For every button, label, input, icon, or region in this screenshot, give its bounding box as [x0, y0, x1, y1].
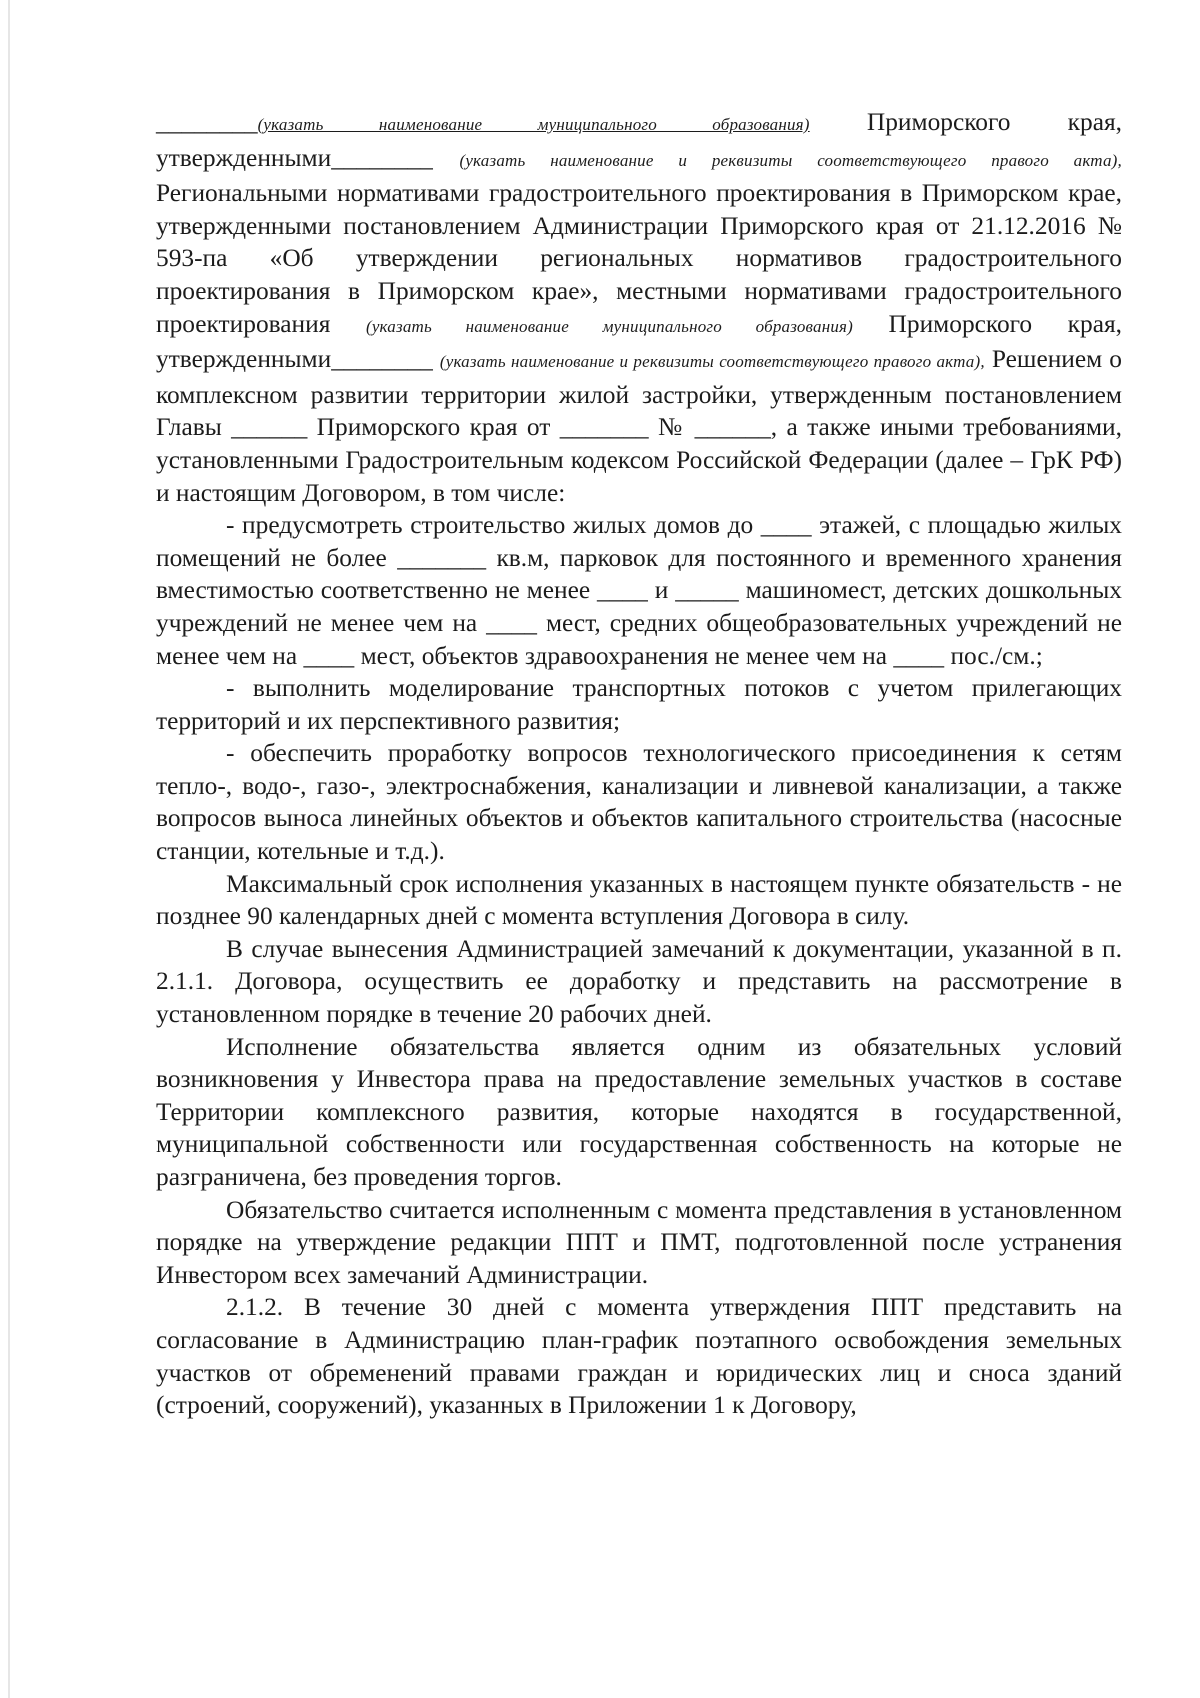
text-segment: Приморского края, утвержденными________ — [156, 108, 1122, 172]
paragraph-5: Максимальный срок исполнения указанных в настоящем пункте обязательств - не позднее 90 календарных дней с момента вступления Договора в силу. — [156, 869, 1122, 931]
text-segment: Региональными нормативами градостроительного проектирования в Приморском крае, утвержденными постановлением Администрации Приморского края от 21.12.2016 № 593-па «Об утверждении региональных нормативов градостроительного проектирования в Приморском крае», местными нормативами градостроительного проектирования — [156, 179, 1122, 338]
placeholder-municipality: (указать наименование муниципального образования) — [365, 316, 854, 336]
paragraph-9: 2.1.2. В течение 30 дней с момента утверждения ППТ представить на согласование в Администрацию план-график поэтапного освобождения земельных участков от обременений правами граждан и юридических лиц и сноса зданий (строений, сооружений), указанных в Приложении 1 к Договору, — [156, 1293, 1122, 1420]
paragraph-7: Исполнение обязательства является одним из обязательных условий возникновения у Инвестора права на предоставление земельных участков в составе Территории комплексного развития, которые находятся в государственной, муниципальной собственности или государственная собственность на которые не разграничена, без проведения торгов. — [156, 1032, 1122, 1191]
text-segment: Приморского края, утвержденными________ — [156, 309, 1122, 374]
scan-edge-line — [8, 0, 10, 1698]
paragraph-3: - выполнить моделирование транспортных потоков с учетом прилегающих территорий и их перспективного развития; — [156, 674, 1122, 735]
text-segment: Решением о комплексном развитии территории жилой застройки, утвержденным постановлением Главы ______ Приморского края от _______ № ______, а также иными требованиями, установленными Градостроительным кодексом Российской Федерации (далее – ГрК РФ) и настоящим Договором, в том числе: — [156, 345, 1122, 507]
paragraph-1 — [156, 106, 1122, 509]
placeholder-legal-act: (указать наименование и реквизиты соответствующего правого акта), — [439, 352, 985, 372]
placeholder-legal-act: (указать наименование и реквизиты соответствующего правого акта), — [459, 150, 1122, 170]
document-body — [156, 106, 1122, 1422]
placeholder-municipality: (указать наименование муниципального образования) — [257, 115, 810, 134]
paragraph-6: В случае вынесения Администрацией замечаний к документации, указанной в п. 2.1.1. Договора, осуществить ее доработку и представить на рассмотрение в установленном порядке в течение 20 рабочих дней. — [156, 934, 1122, 1029]
paragraph-4: - обеспечить проработку вопросов технологического присоединения к сетям тепло-, водо-, газо-, электроснабжения, канализации и ливневой канализации, а также вопросов выноса линейных объектов и объектов капитального строительства (насосные станции, котельные и т.д.). — [156, 739, 1122, 866]
blank-line: ________ — [156, 108, 258, 136]
paragraph-2: - предусмотреть строительство жилых домов до ____ этажей, с площадью жилых помещений не более _______ кв.м, парковок для постоянного и временного хранения вместимостью соответственно не менее ____ и _____ машиномест, детских дошкольных учреждений не менее чем на ____ мест, средних общеобразовательных учреждений не менее чем на ____ мест, объектов здравоохранения не менее чем на ____ пос./см.; — [156, 511, 1122, 670]
paragraph-8: Обязательство считается исполненным с момента представления в установленном порядке на утверждение редакции ППТ и ПМТ, подготовленной после устранения Инвестором всех замечаний Администрации. — [156, 1195, 1122, 1289]
